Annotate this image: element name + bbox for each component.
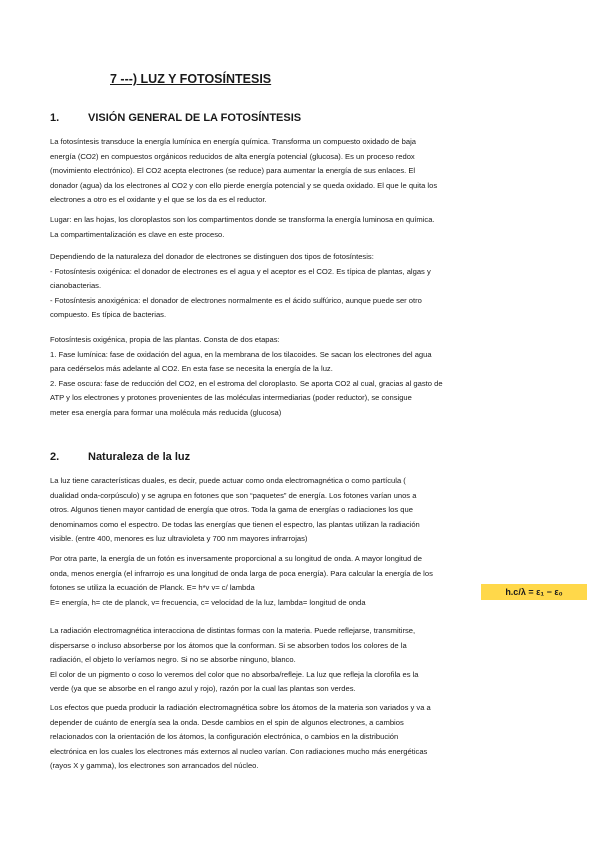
text-line: 2. Fase oscura: fase de reducción del CO2, en el estroma del cloroplasto. Se aporta CO2 al cual, gracias al gasto de: [50, 378, 443, 388]
text-line: Los efectos que pueda producir la radiación electromagnética sobre los átomos de la materia son variados y va a: [50, 703, 431, 712]
text-line: El color de un pigmento o coso lo veremos del color que no absorba/refleje. La luz que refleja la clorofila es la: [50, 669, 419, 679]
paragraph-phases: [50, 333, 550, 420]
text-line: La compartimentalización es clave en este proceso.: [50, 229, 225, 239]
paragraph-photon-energy: [50, 552, 550, 610]
section-title: VISIÓN GENERAL DE LA FOTOSÍNTESIS: [88, 112, 302, 124]
text-line: radiación, el objeto lo veríamos negro. Si no se absorbe ninguno, blanco.: [50, 655, 296, 664]
text-line: para cedérselos más adelante al CO2. En esta fase se necesita la energía de la luz.: [50, 364, 333, 373]
paragraph-types: [50, 250, 550, 323]
text-line: La luz tiene características duales, es decir, puede actuar como onda electromagnética o como partícula (: [50, 476, 406, 485]
text-line: cianobacterias.: [50, 281, 102, 290]
paragraph-overview: [50, 135, 550, 208]
section-heading-1: [50, 112, 301, 124]
page-title: 7 ---) LUZ Y FOTOSÍNTESIS: [110, 72, 272, 86]
text-line: ATP y los electrones y protones provenientes de las moléculas intermediarias (poder reductor), se consigue: [50, 393, 412, 402]
text-line: energía (CO2) en compuestos orgánicos reducidos de alta energía potencial (glucosa). Es un proceso redox: [50, 151, 415, 161]
text-line: electrónica en los cuales los electrones más externos al nucleo varían. Con radiaciones mucho más energéticas: [50, 746, 428, 756]
text-line: fotones se utiliza la ecuación de Planck. E= h*v v= c/ lambda: [50, 583, 255, 592]
paragraph-interaction: [50, 624, 550, 697]
text-line: - Fotosíntesis oxigénica: el donador de electrones es el agua y el aceptor es el CO2. Es típica de plantas, algas y: [50, 266, 431, 276]
text-line: Por otra parte, la energía de un fotón es inversamente proporcional a su longitud de onda. A mayor longitud de: [50, 554, 422, 563]
paragraph-effects: [50, 701, 550, 774]
section-title: Naturaleza de la luz: [88, 451, 191, 463]
text-line: depender de cuánto de energía sea la onda. Desde cambios en el spin de algunos electrones, a cambios: [50, 717, 404, 727]
text-line: onda, menos energía (el infrarrojo es una longitud de onda larga de poca energía). Para calcular la energía de los: [50, 568, 433, 578]
text-line: donador (agua) da los electrones al CO2 y con ello pierde energía potencial y se queda oxidado. El que le quita los: [50, 180, 438, 190]
text-line: - Fotosíntesis anoxigénica: el donador de electrones normalmente es el ácido sulfúrico, aunque puede ser otro: [50, 295, 422, 305]
text-line: La radiación electromagnética interacciona de distintas formas con la materia. Puede reflejarse, transmitirse,: [50, 626, 416, 635]
planck-formula-box: h.c/λ = ε₁ − ε₀: [481, 584, 587, 600]
text-line: dispersarse o incluso absorberse por los átomos que la conforman. Si se absorben todos los colores de la: [50, 640, 407, 650]
text-line: 1. Fase lumínica: fase de oxidación del agua, en la membrana de los tilacoides. Se sacan los electrones del agua: [50, 349, 432, 359]
section-heading-2: [50, 451, 190, 463]
text-line: compuesto. Es típica de bacterias.: [50, 310, 167, 319]
paragraph-location: [50, 213, 550, 242]
section-number: 1.: [50, 112, 60, 124]
text-line: La fotosíntesis transduce la energía lumínica en energía química. Transforma un compuesto oxidado de baja: [50, 137, 416, 146]
section-number: 2.: [50, 451, 60, 463]
text-line: (rayos X y gamma), los electrones son arrancados del núcleo.: [50, 761, 259, 770]
text-line: relacionados con la orientación de los átomos, la configuración electrónica, o cambios en la distribución: [50, 732, 399, 741]
text-line: verde (ya que se absorbe en el rango azul y rojo), razón por la cual las plantas son verdes.: [50, 684, 356, 693]
text-line: dualidad onda-corpúsculo) y se agrupa en fotones que son “paquetes” de energía. Los fotones varían unos a: [50, 490, 417, 500]
text-line: E= energía, h= cte de planck, v= frecuencia, c= velocidad de la luz, lambda= longitud de onda: [50, 597, 366, 607]
text-line: meter esa energía para formar una molécula más reducida (glucosa): [50, 407, 282, 417]
text-line: electrones a otro es el oxidante y el que se los da es el reductor.: [50, 195, 267, 204]
text-line: otros. Algunos tienen mayor cantidad de energía que otros. Toda la gama de energías o radiaciones los que: [50, 505, 413, 514]
text-line: Lugar: en las hojas, los cloroplastos son los compartimentos donde se transforma la energía luminosa en química.: [50, 215, 435, 224]
paragraph-light-nature: [50, 474, 550, 547]
text-line: Dependiendo de la naturaleza del donador de electrones se distinguen dos tipos de fotosíntesis:: [50, 252, 374, 261]
text-line: Fotosíntesis oxigénica, propia de las plantas. Consta de dos etapas:: [50, 335, 280, 344]
text-line: visible. (entre 400, menores es luz ultravioleta y 700 nm mayores infrarrojas): [50, 534, 308, 543]
text-line: denominamos como el espectro. De todas las energías que tienen el espectro, las plantas utilizan la radiación: [50, 519, 420, 529]
text-line: (movimiento electrónico). El CO2 acepta electrones (se reduce) para aumentar la energía de sus enlaces. El: [50, 166, 416, 175]
